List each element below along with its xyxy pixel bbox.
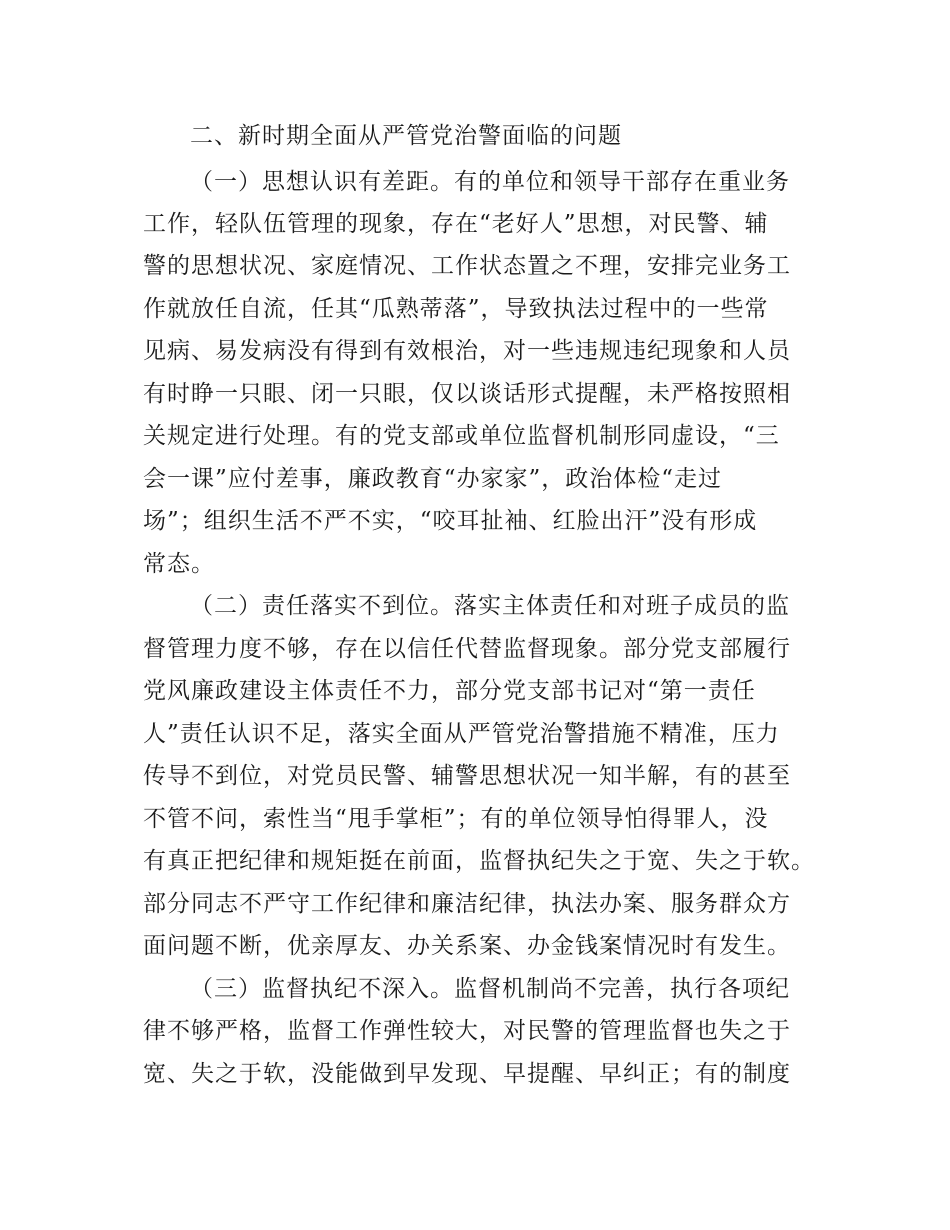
- paragraph-1-line-4: 作就放任自流，任其“瓜熟蒂落”，导致执法过程中的一些常: [143, 296, 769, 322]
- paragraph-1-line-3: 警的思想状况、家庭情况、工作状态置之不理，安排完业务工: [143, 253, 791, 279]
- paragraph-2-line-1: （二）责任落实不到位。落实主体责任和对班子成员的监: [190, 593, 790, 619]
- paragraph-2-line-2: 督管理力度不够，存在以信任代替监督现象。部分党支部履行: [143, 636, 791, 662]
- paragraph-1-line-9: 场”；组织生活不严不实，“咬耳扯袖、红脸出汗”没有形成: [143, 508, 758, 534]
- paragraph-2-line-4: 人”责任认识不足，落实全面从严管党治警措施不精准，压力: [143, 721, 780, 747]
- section-heading: 二、新时期全面从严管党治警面临的问题: [190, 123, 622, 149]
- paragraph-2-line-5: 传导不到位，对党员民警、辅警思想状况一知半解，有的甚至: [143, 763, 791, 789]
- paragraph-1-line-10: 常态。: [143, 551, 215, 577]
- paragraph-2-line-9: 面问题不断，优亲厚友、办关系案、办金钱案情况时有发生。: [143, 933, 791, 959]
- paragraph-2-line-7: 有真正把纪律和规矩挺在前面，监督执纪失之于宽、失之于软。: [143, 848, 815, 874]
- paragraph-1-line-2: 工作，轻队伍管理的现象，存在“老好人”思想，对民警、辅: [143, 211, 769, 237]
- paragraph-2-line-8: 部分同志不严守工作纪律和廉洁纪律，执法办案、服务群众方: [143, 891, 791, 917]
- paragraph-2-line-6: 不管不问，索性当“甩手掌柜”；有的单位领导怕得罪人，没: [143, 806, 769, 832]
- paragraph-3-line-2: 律不够严格，监督工作弹性较大，对民警的管理监督也失之于: [143, 1018, 791, 1044]
- paragraph-3-line-3: 宽、失之于软，没能做到早发现、早提醒、早纠正；有的制度: [143, 1061, 791, 1087]
- paragraph-2-line-3: 党风廉政建设主体责任不力，部分党支部书记对“第一责任: [143, 678, 756, 704]
- paragraph-1-line-8: 会一课”应付差事，廉政教育“办家家”，政治体检“走过: [143, 466, 723, 492]
- paragraph-1-line-1: （一）思想认识有差距。有的单位和领导干部存在重业务: [190, 169, 790, 195]
- paragraph-3-line-1: （三）监督执纪不深入。监督机制尚不完善，执行各项纪: [190, 976, 790, 1002]
- paragraph-1-line-6: 有时睁一只眼、闭一只眼，仅以谈话形式提醒，未严格按照相: [143, 381, 791, 407]
- paragraph-1-line-7: 关规定进行处理。有的党支部或单位监督机制形同虚设，“三: [143, 423, 780, 449]
- paragraph-1-line-5: 见病、易发病没有得到有效根治，对一些违规违纪现象和人员: [143, 338, 791, 364]
